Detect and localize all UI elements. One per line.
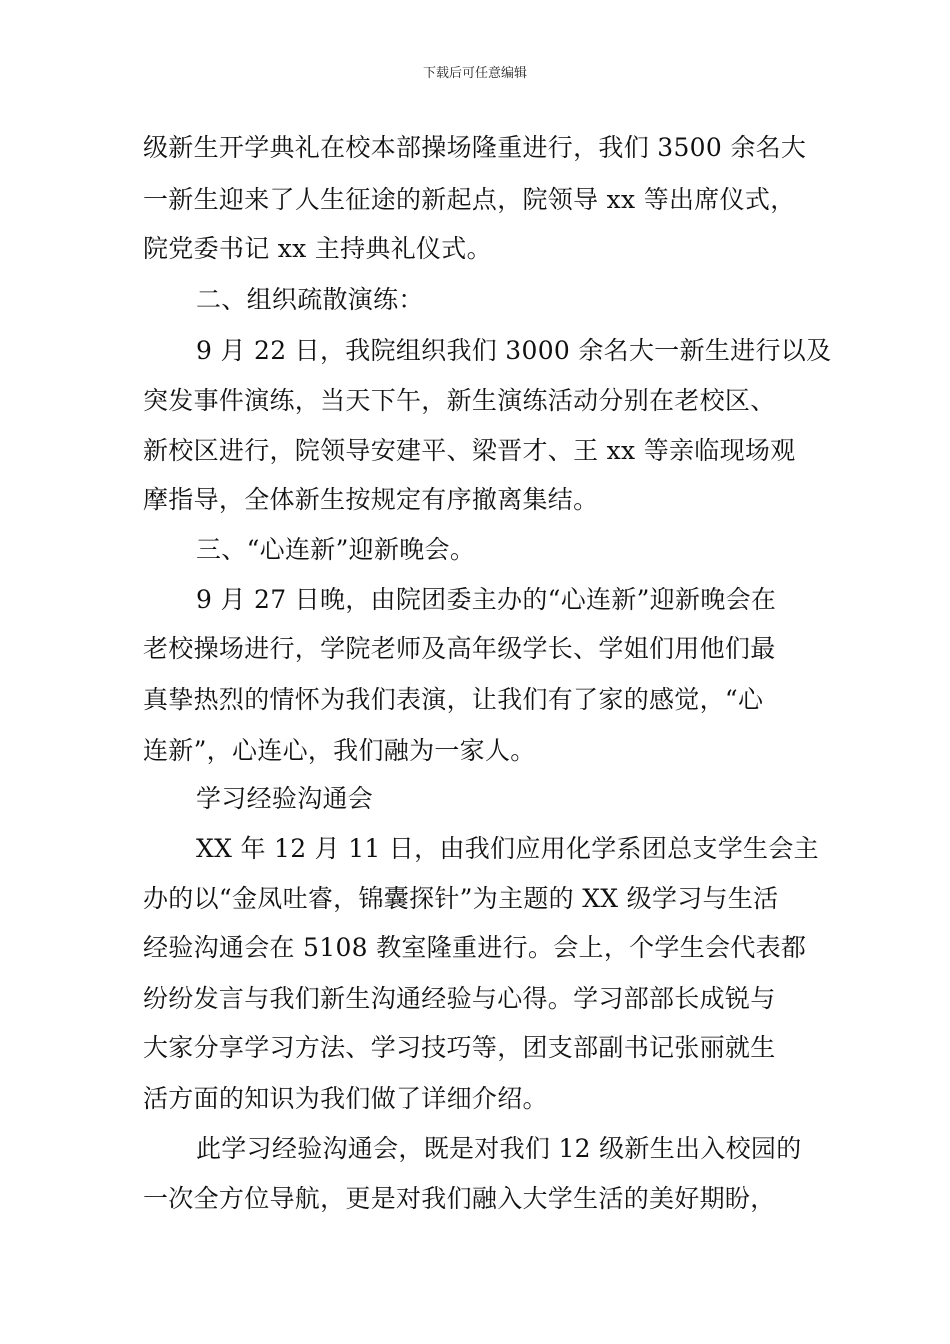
text-line: 新校区进行，院领导安建平、梁晋才、王 xx 等亲临现场观	[143, 436, 796, 465]
text-line: 级新生开学典礼在校本部操场隆重进行，我们 3500 余名大	[143, 133, 807, 162]
text-line: 突发事件演练，当天下午，新生演练活动分别在老校区、	[143, 386, 776, 415]
text-line: 办的以“金凤吐睿，锦囊探针”为主题的 XX 级学习与生活	[143, 884, 779, 913]
text-line: 一次全方位导航，更是对我们融入大学生活的美好期盼，	[143, 1184, 776, 1213]
text-line: 摩指导，全体新生按规定有序撤离集结。	[143, 485, 599, 514]
text-line: 院党委书记 xx 主持典礼仪式。	[143, 234, 492, 263]
text-line: 连新”，心连心，我们融为一家人。	[143, 736, 536, 765]
text-line: 9 月 27 日晚，由院团委主办的“心连新”迎新晚会在	[196, 585, 777, 614]
section-heading-welcome-party: 三、“心连新”迎新晚会。	[196, 535, 476, 564]
text-line: 老校操场进行，学院老师及高年级学长、学姐们用他们最	[143, 634, 776, 663]
text-line: 一新生迎来了人生征途的新起点，院领导 xx 等出席仪式，	[143, 185, 796, 214]
text-line: 真挚热烈的情怀为我们表演，让我们有了家的感觉，“心	[143, 685, 764, 714]
section-heading-evacuation-drill: 二、组织疏散演练：	[196, 285, 424, 314]
section-heading-study-exchange: 学习经验沟通会	[196, 784, 374, 813]
text-line: 大家分享学习方法、学习技巧等，团支部副书记张丽就生	[143, 1033, 776, 1062]
text-line: XX 年 12 月 11 日，由我们应用化学系团总支学生会主	[196, 834, 819, 863]
page-header-note: 下载后可任意编辑	[422, 66, 527, 81]
text-line: 经验沟通会在 5108 教室隆重进行。会上，个学生会代表都	[143, 933, 807, 962]
text-line: 活方面的知识为我们做了详细介绍。	[143, 1084, 548, 1113]
text-line: 此学习经验沟通会，既是对我们 12 级新生出入校园的	[196, 1134, 802, 1163]
text-line: 9 月 22 日，我院组织我们 3000 余名大一新生进行以及	[196, 336, 832, 365]
text-line: 纷纷发言与我们新生沟通经验与心得。学习部部长成锐与	[143, 984, 776, 1013]
